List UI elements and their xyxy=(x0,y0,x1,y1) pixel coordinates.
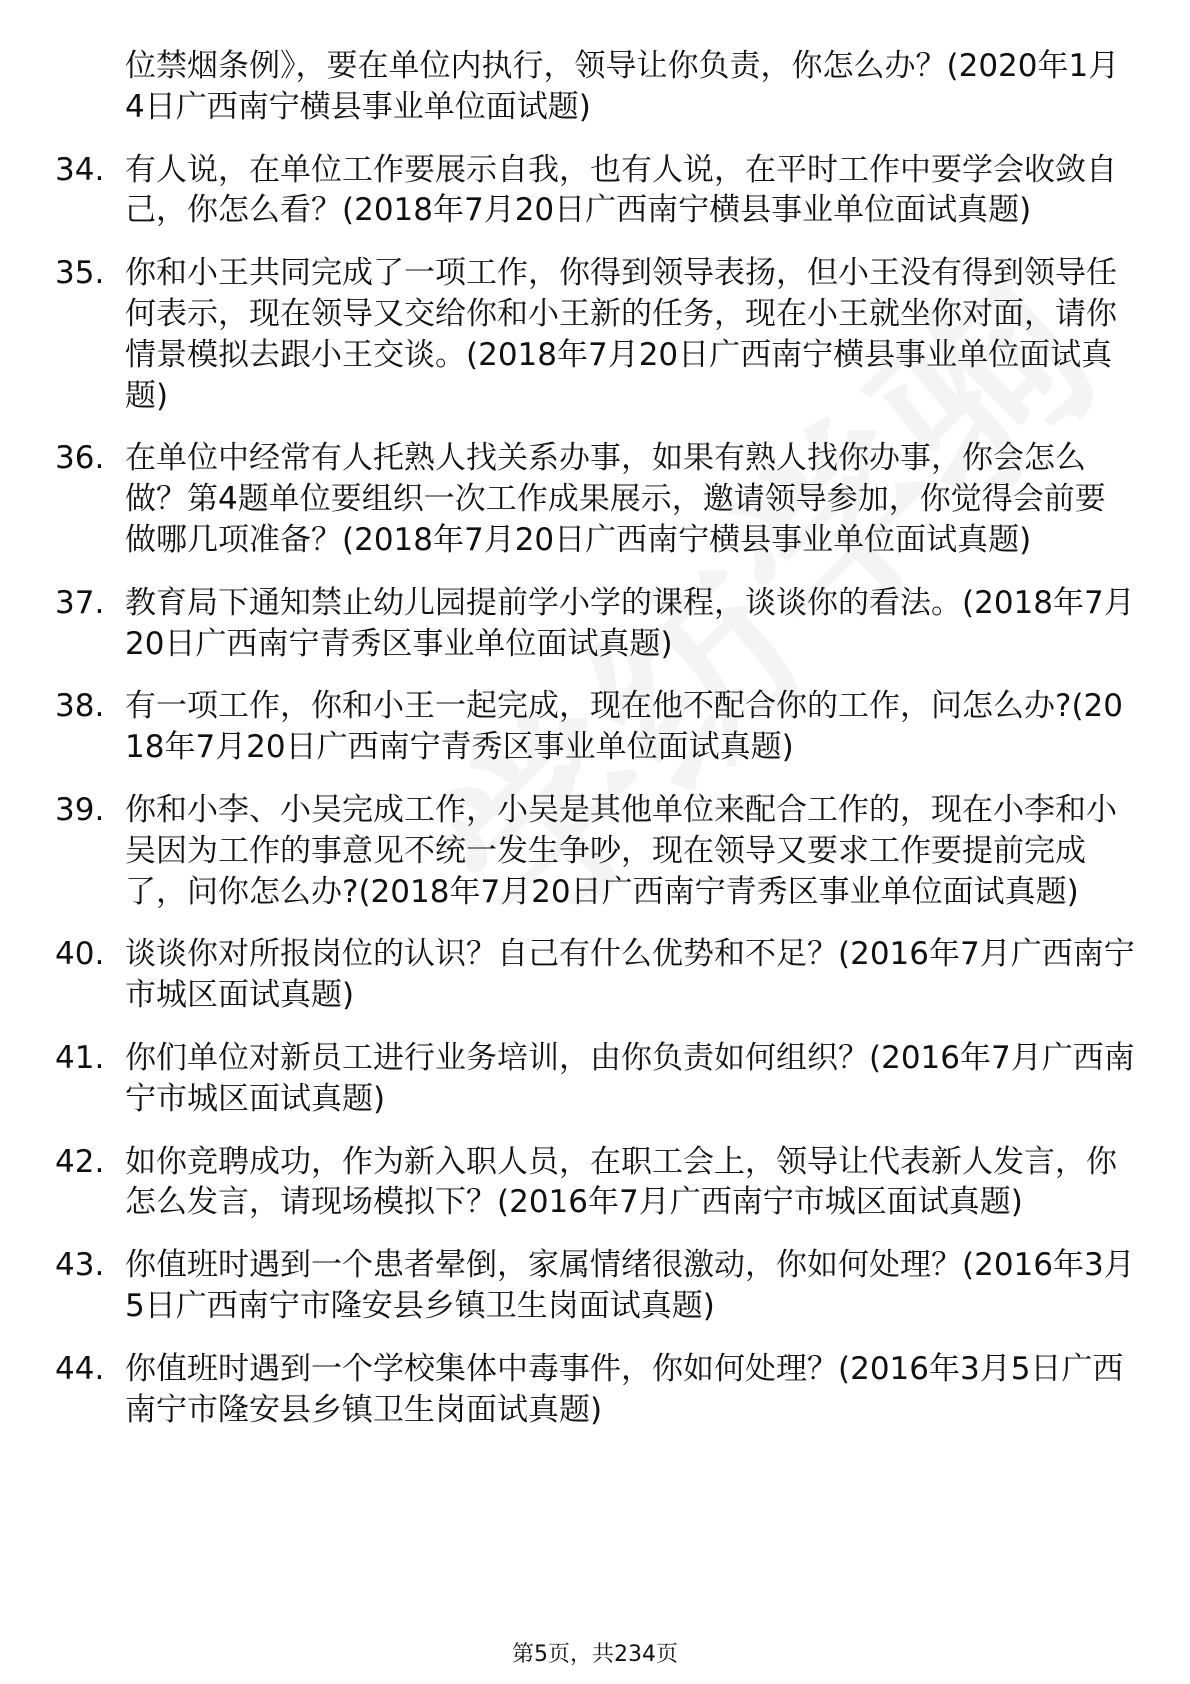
question-text: 如你竞聘成功，作为新入职人员，在职工会上，领导让代表新人发言，你怎么发言，请现场模拟下？(2016年7月广西南宁市城区面试真题) xyxy=(125,1143,1117,1221)
question-number: 42. xyxy=(55,1143,105,1180)
question-number: 39. xyxy=(55,791,105,828)
question-item-continued xyxy=(55,46,1135,128)
question-number: 36. xyxy=(55,440,105,477)
question-item xyxy=(55,150,1135,232)
question-item xyxy=(55,1038,1135,1120)
question-number: 43. xyxy=(55,1247,105,1284)
question-number: 34. xyxy=(55,151,105,188)
question-item xyxy=(55,438,1135,560)
question-text: 在单位中经常有人托熟人找关系办事，如果有熟人找你办事，你会怎么做？第4题单位要组织一次工作成果展示，邀请领导参加，你觉得会前要做哪几项准备？(2018年7月20日广西南宁横县事业单位面试真题) xyxy=(125,440,1106,558)
question-list xyxy=(55,46,1135,1452)
question-item xyxy=(55,790,1135,912)
question-text: 位禁烟条例》，要在单位内执行，领导让你负责，你怎么办？(2020年1月4日广西南宁横县事业单位面试题) xyxy=(125,48,1120,125)
question-number: 44. xyxy=(55,1350,105,1387)
question-text: 教育局下通知禁止幼儿园提前学小学的课程，谈谈你的看法。(2018年7月20日广西南宁青秀区事业单位面试真题) xyxy=(125,584,1135,662)
question-item xyxy=(55,1245,1135,1327)
question-item xyxy=(55,1349,1135,1431)
question-item xyxy=(55,1142,1135,1224)
question-number: 38. xyxy=(55,688,105,725)
question-text: 谈谈你对所报岗位的认识？自己有什么优势和不足？(2016年7月广西南宁市城区面试真题) xyxy=(125,936,1135,1014)
question-item xyxy=(55,934,1135,1016)
page-footer: 第5页，共234页 xyxy=(512,1642,678,1667)
question-number: 41. xyxy=(55,1039,105,1076)
question-text: 你值班时遇到一个患者晕倒，家属情绪很激动，你如何处理？(2016年3月5日广西南宁市隆安县乡镇卫生岗面试真题) xyxy=(125,1247,1135,1324)
question-number: 37. xyxy=(55,584,105,621)
question-item xyxy=(55,253,1135,416)
question-text: 你们单位对新员工进行业务培训，由你负责如何组织？(2016年7月广西南宁市城区面试真题) xyxy=(125,1039,1135,1117)
question-text: 你值班时遇到一个学校集体中毒事件，你如何处理？(2016年3月5日广西南宁市隆安县乡镇卫生岗面试真题) xyxy=(125,1350,1124,1428)
question-text: 你和小王共同完成了一项工作，你得到领导表扬，但小王没有得到领导任何表示，现在领导又交给你和小王新的任务，现在小王就坐你对面，请你情景模拟去跟小王交谈。(2018年7月20日广西南宁横县事业单位面试真题) xyxy=(125,255,1117,414)
question-text: 你和小李、小吴完成工作，小吴是其他单位来配合工作的，现在小李和小吴因为工作的事意见不统一发生争吵，现在领导又要求工作要提前完成了，问你怎么办?(2018年7月20日广西南宁青秀区事业单位面试真题) xyxy=(125,791,1117,910)
question-number: 40. xyxy=(55,936,105,973)
question-text: 有一项工作，你和小王一起完成，现在他不配合你的工作，问怎么办?(2018年7月20日广西南宁青秀区事业单位面试真题) xyxy=(125,688,1123,766)
question-item xyxy=(55,583,1135,665)
question-text: 有人说，在单位工作要展示自我，也有人说，在平时工作中要学会收敛自己，你怎么看？(2018年7月20日广西南宁横县事业单位面试真题) xyxy=(125,151,1117,229)
question-item xyxy=(55,686,1135,768)
question-number: 35. xyxy=(55,255,105,292)
